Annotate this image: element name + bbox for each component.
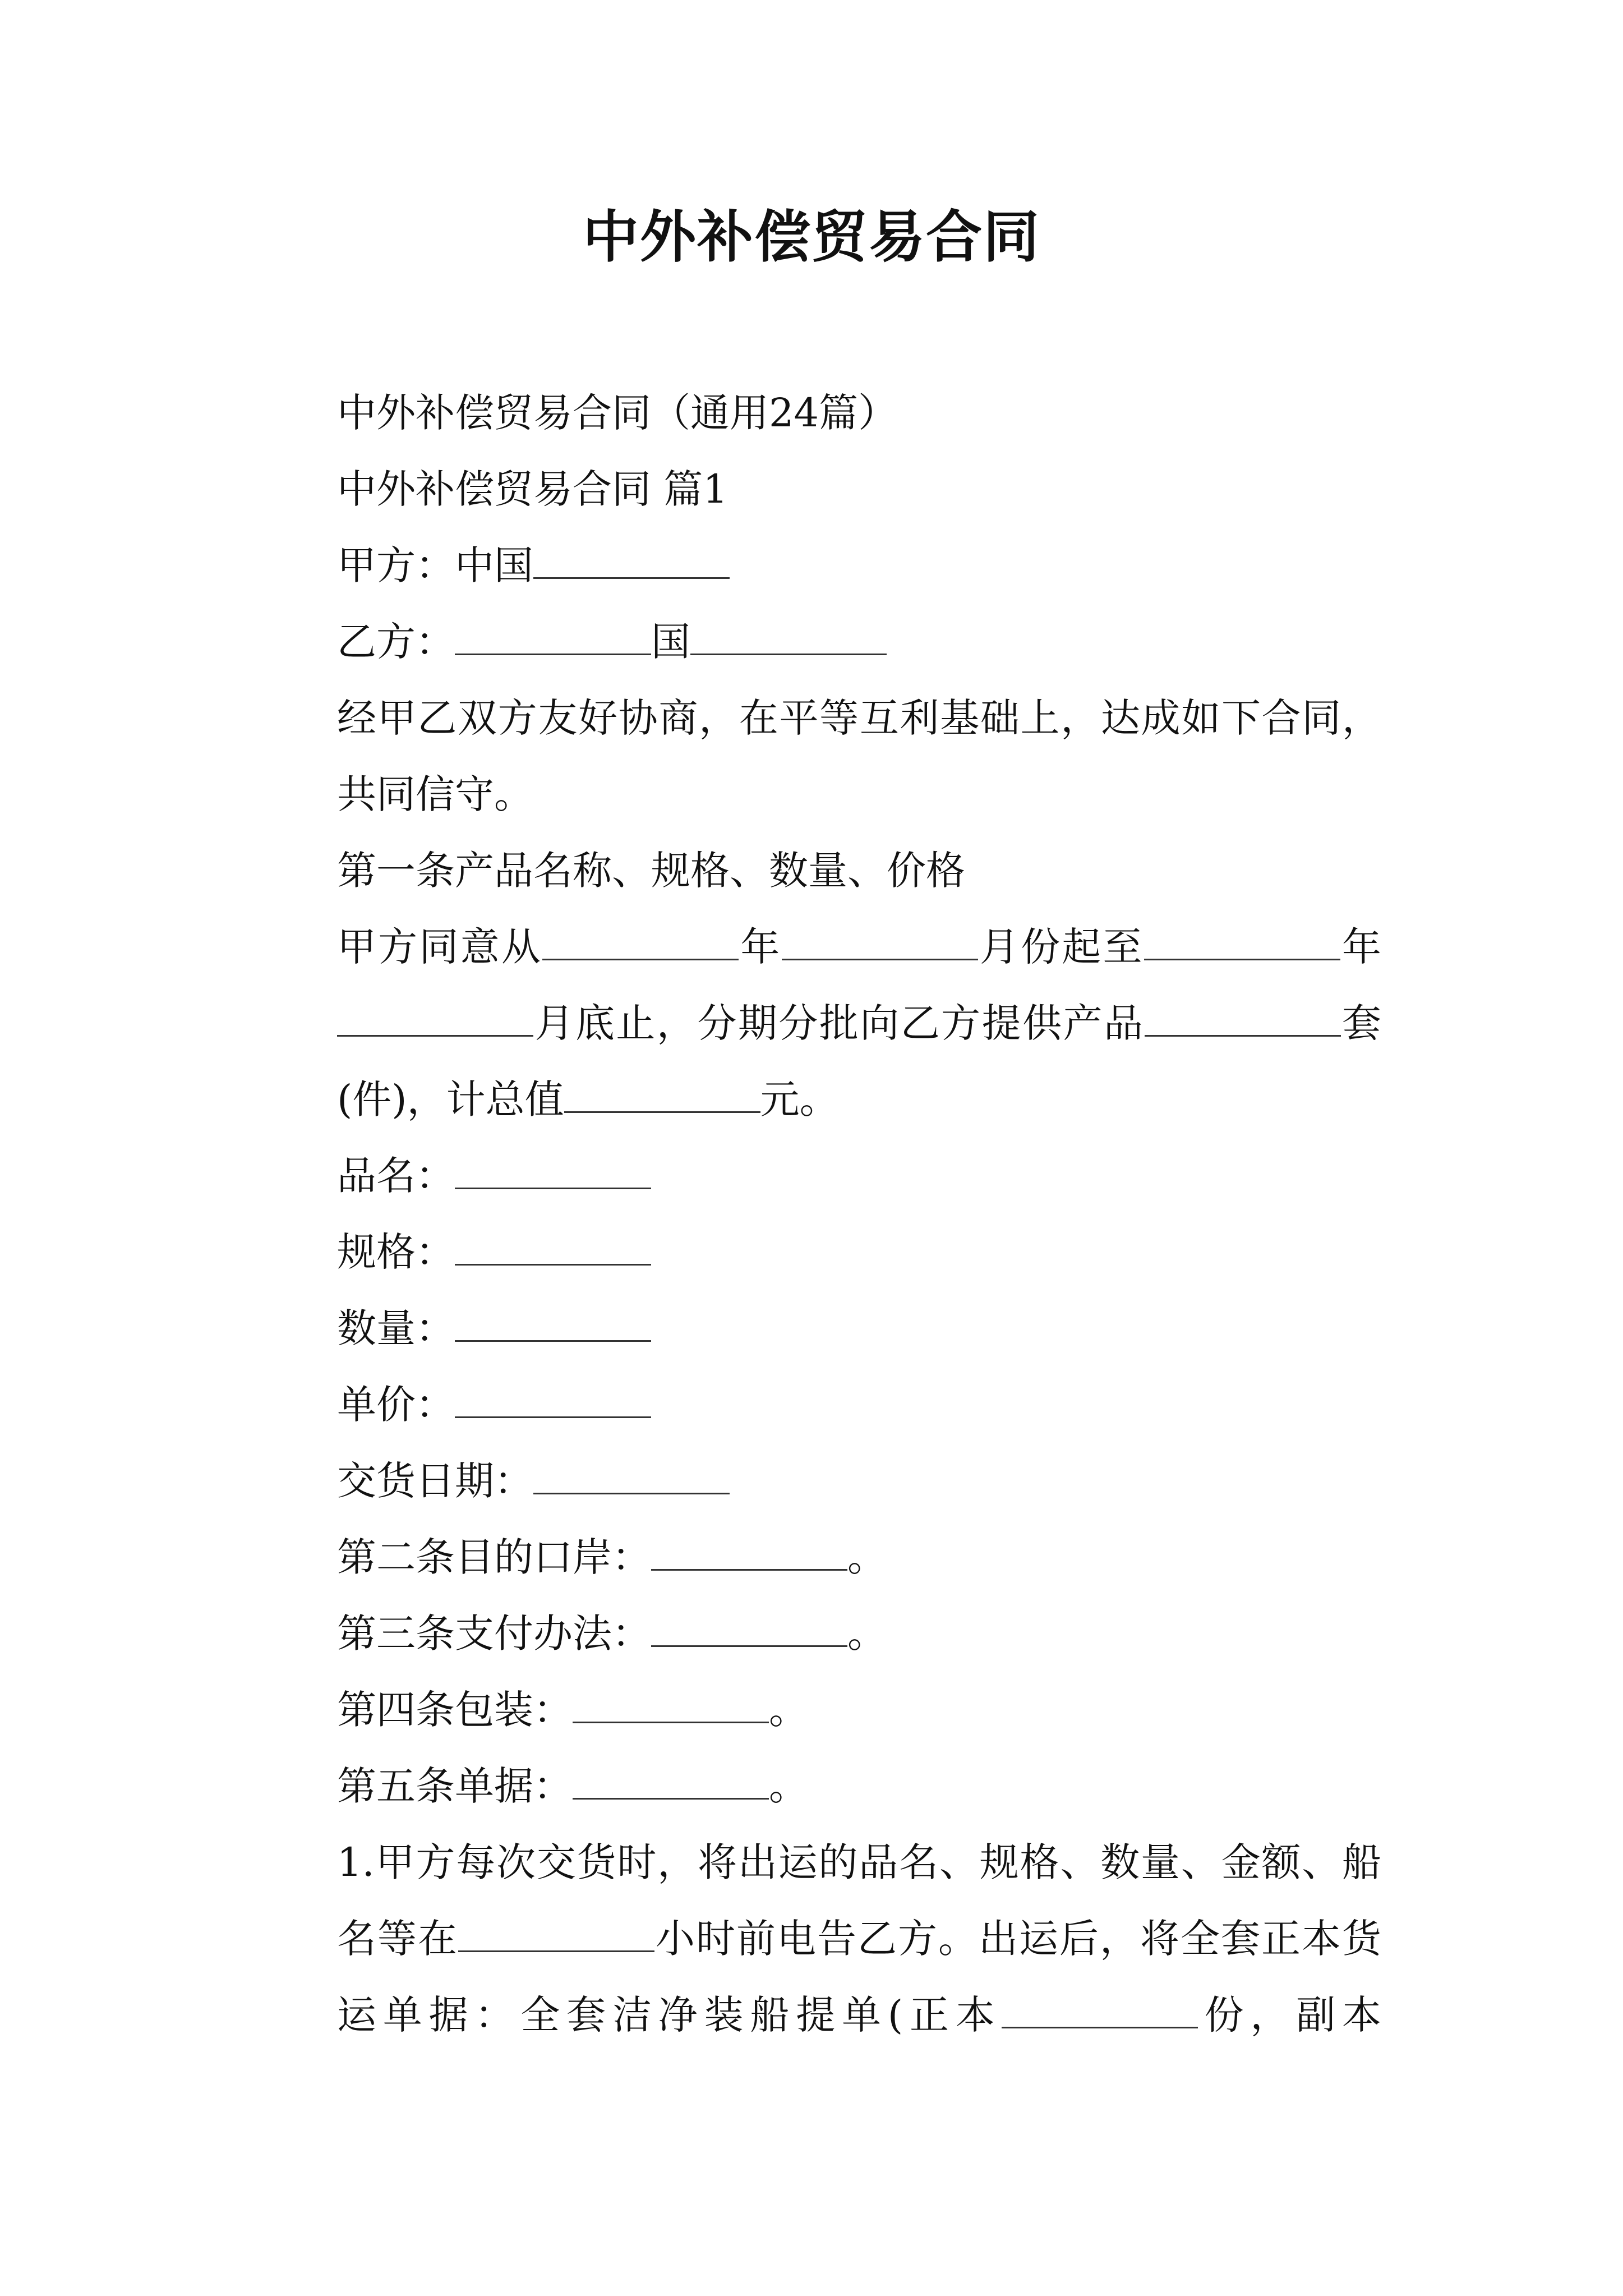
field-blank — [455, 1231, 651, 1266]
field-quantity — [248, 1290, 1381, 1366]
notice-hours-blank — [458, 1918, 654, 1952]
party-a-blank — [533, 545, 730, 579]
article-blank — [573, 1765, 769, 1800]
article-suffix: 。 — [847, 1534, 887, 1580]
document-title: 中外补偿贸易合同 — [583, 204, 1040, 270]
total-value-blank — [564, 1079, 760, 1113]
start-year-blank — [542, 926, 739, 960]
product-quantity-blank — [1145, 1002, 1341, 1037]
article-label: 第五条单据： — [337, 1763, 573, 1809]
field-unit-price — [248, 1366, 1381, 1443]
field-blank — [455, 1308, 651, 1342]
article-1-text — [248, 909, 1381, 1138]
field-product-name — [248, 1138, 1381, 1214]
party-a-label: 甲方：中国 — [337, 542, 533, 588]
article-3 — [248, 1595, 1381, 1672]
party-b-blank-1 — [455, 621, 651, 655]
party-b-blank-2 — [690, 621, 887, 655]
party-b-label: 乙方： — [337, 619, 455, 665]
field-blank — [533, 1460, 730, 1494]
article-1-s7: 元。 — [760, 1076, 839, 1122]
field-label: 单价： — [337, 1382, 455, 1428]
article-1-s6: 套(件)，计总值 — [337, 1000, 1382, 1122]
article-label: 第四条包装： — [337, 1687, 573, 1733]
article-1-s5: 月底止，分期分批向乙方提供产品 — [533, 1000, 1145, 1046]
item-1-text — [248, 1824, 1381, 2053]
end-month-blank — [337, 1002, 533, 1037]
field-label: 品名： — [337, 1153, 455, 1199]
article-suffix: 。 — [769, 1687, 808, 1733]
document-body — [248, 375, 1381, 2053]
field-delivery-date — [248, 1443, 1381, 1519]
subtitle: 中外补偿贸易合同（通用24篇） — [337, 390, 898, 436]
article-label: 第三条支付办法： — [337, 1611, 651, 1657]
party-a-line — [248, 527, 1381, 604]
start-month-blank — [782, 926, 978, 960]
party-b-line — [248, 604, 1381, 680]
article-blank — [573, 1689, 769, 1723]
article-suffix: 。 — [769, 1763, 808, 1809]
original-copies-blank — [1002, 1994, 1198, 2028]
article-blank — [651, 1613, 847, 1647]
article-1-heading: 第一条产品名称、规格、数量、价格 — [337, 848, 965, 894]
article-suffix: 。 — [847, 1611, 887, 1657]
item-1-s3: 份，副本 — [1197, 1992, 1382, 2038]
field-blank — [455, 1384, 651, 1418]
article-1-s2: 年 — [739, 924, 782, 970]
article-label: 第二条目的口岸： — [337, 1534, 651, 1580]
article-5 — [248, 1748, 1381, 1824]
article-1-s4: 年 — [1340, 924, 1382, 970]
field-label: 数量： — [337, 1305, 455, 1351]
field-label: 规格： — [337, 1229, 455, 1275]
preamble: 经甲乙双方友好协商，在平等互利基础上，达成如下合同，共同信守。 — [337, 695, 1381, 817]
field-blank — [455, 1155, 651, 1189]
section-heading: 中外补偿贸易合同 篇1 — [337, 466, 728, 512]
item-1-s2: 小时前电告乙方。出运后，将全套正本货运单据：全套洁净装船提单(正本 — [337, 1916, 1381, 2038]
article-blank — [651, 1536, 847, 1571]
field-label: 交货日期： — [337, 1458, 533, 1504]
article-1-s1: 甲方同意从 — [337, 924, 543, 970]
item-1-s1: 1.甲方每次交货时，将出运的品名、规格、数量、金额、船名等在 — [337, 1839, 1381, 1962]
article-4 — [248, 1672, 1381, 1748]
article-2 — [248, 1519, 1381, 1595]
party-b-country: 国 — [651, 619, 690, 665]
field-specification — [248, 1214, 1381, 1290]
article-1-s3: 月份起至 — [978, 924, 1144, 970]
end-year-blank — [1144, 926, 1340, 960]
